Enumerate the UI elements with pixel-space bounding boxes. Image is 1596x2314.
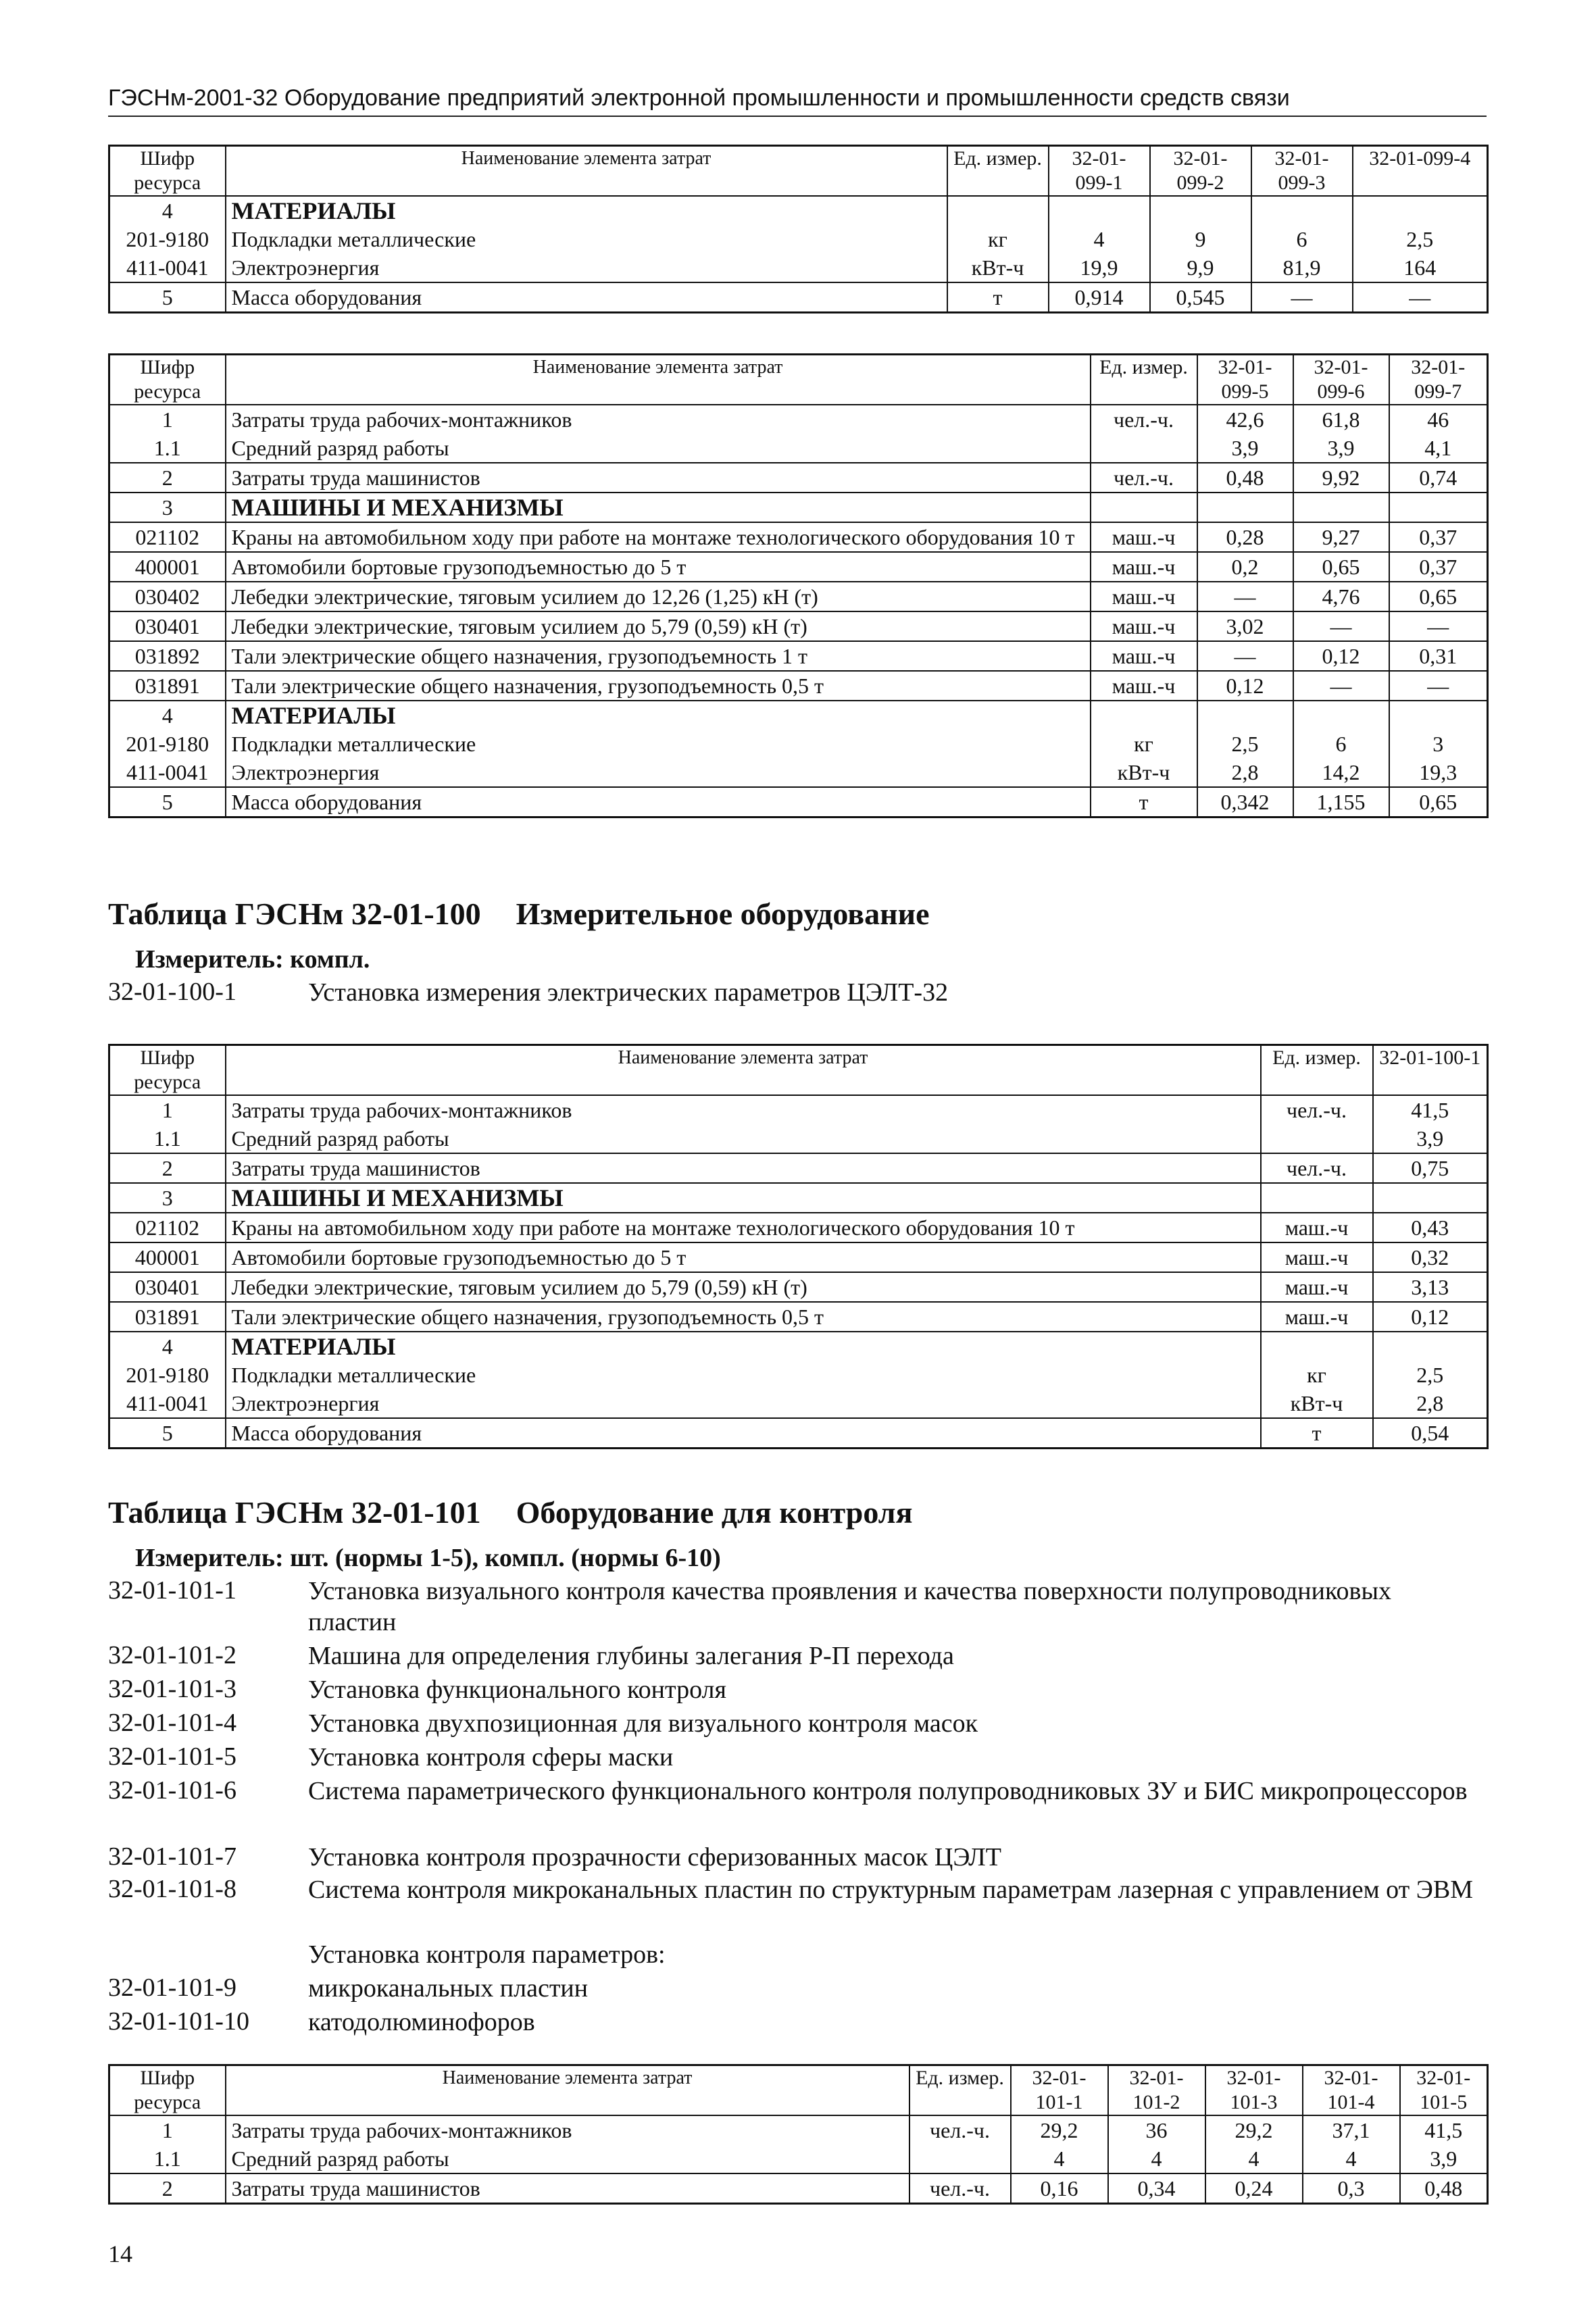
- norm-value: 42,6: [1197, 405, 1293, 434]
- resource-code: 1: [109, 405, 226, 434]
- header-norm-column: 32-01-101-1: [1011, 2065, 1108, 2116]
- resource-table-099-5-7: [108, 353, 1489, 818]
- table-row: [109, 611, 1488, 641]
- norm-value: 0,65: [1389, 582, 1488, 611]
- table-row: [109, 1302, 1488, 1332]
- header-norm-column: 32-01-099-7: [1389, 355, 1488, 405]
- norm-text: катодолюминофоров: [308, 2008, 535, 2036]
- norm-value: 0,75: [1373, 1153, 1488, 1183]
- norm-value: [1373, 1183, 1488, 1213]
- table-name: Измерительное оборудование: [516, 897, 930, 931]
- table-row: [109, 405, 1488, 434]
- norm-code: 32-01-101-2: [108, 1641, 236, 1669]
- unit-of-measure: кг: [947, 225, 1049, 253]
- norm-value: [1197, 701, 1293, 730]
- unit-of-measure: [1261, 1183, 1373, 1213]
- norm-text: Система контроля микроканальных пластин по структурным параметрам лазерная с управлением от ЭВМ: [308, 1876, 1474, 1904]
- cost-element-name: Затраты труда рабочих-монтажников: [226, 1095, 1261, 1124]
- table-row: [109, 1389, 1488, 1418]
- norm-code: 32-01-100-1: [108, 978, 236, 1006]
- norm-value: —: [1353, 282, 1488, 313]
- resource-code: 5: [109, 1418, 226, 1449]
- header-name: Наименование элемента затрат: [226, 1045, 1261, 1096]
- resource-table-101-1-5: [108, 2064, 1489, 2205]
- table-row: [109, 1095, 1488, 1124]
- table-title-32-01-101: [108, 1494, 912, 1530]
- norm-value: 2,8: [1197, 758, 1293, 787]
- norm-value: 37,1: [1303, 2115, 1400, 2144]
- norm-value: 4: [1108, 2144, 1205, 2173]
- norm-value: 0,74: [1389, 463, 1488, 493]
- table-row: [109, 2144, 1488, 2173]
- table-number: Таблица ГЭСНм 32-01-100: [108, 897, 481, 931]
- cost-element-name: Электроэнергия: [226, 253, 947, 282]
- norm-text: Установка функционального контроля: [308, 1676, 727, 1704]
- norm-value: 19,3: [1389, 758, 1488, 787]
- norm-value: [1049, 196, 1150, 225]
- resource-code: 5: [109, 787, 226, 818]
- norm-text: Машина для определения глубины залегания Р-П перехода: [308, 1642, 954, 1670]
- norm-code: 32-01-101-8: [108, 1875, 236, 1903]
- norm-value: 4: [1205, 2144, 1303, 2173]
- norm-value: 9: [1150, 225, 1251, 253]
- norm-value: 0,32: [1373, 1242, 1488, 1272]
- header-norm-column: 32-01-100-1: [1373, 1045, 1488, 1096]
- resource-code: 1.1: [109, 1124, 226, 1153]
- norm-code: 32-01-101-10: [108, 2007, 249, 2036]
- header-norm-column: 32-01-101-2: [1108, 2065, 1205, 2116]
- cost-element-name: Масса оборудования: [226, 787, 1091, 818]
- header-unit: Ед. измер.: [1261, 1045, 1373, 1096]
- resource-code: 030401: [109, 1272, 226, 1302]
- norm-value: 0,37: [1389, 522, 1488, 552]
- unit-of-measure: маш.-ч: [1091, 522, 1197, 552]
- norm-value: 3: [1389, 730, 1488, 758]
- cost-element-name: Средний разряд работы: [226, 2144, 909, 2173]
- norm-value: [1373, 1332, 1488, 1361]
- norm-value: 0,342: [1197, 787, 1293, 818]
- cost-element-name: Средний разряд работы: [226, 1124, 1261, 1153]
- norm-value: 3,9: [1400, 2144, 1488, 2173]
- unit-of-measure: маш.-ч: [1091, 641, 1197, 671]
- unit-of-measure: маш.-ч: [1261, 1302, 1373, 1332]
- unit-of-measure: маш.-ч: [1091, 582, 1197, 611]
- norm-value: 3,9: [1293, 434, 1389, 463]
- norm-value: 2,5: [1197, 730, 1293, 758]
- norm-value: —: [1197, 582, 1293, 611]
- norm-value: 6: [1251, 225, 1353, 253]
- norm-text: Установка контроля прозрачности сферизованных масок ЦЭЛТ: [308, 1843, 1001, 1871]
- unit-of-measure: чел.-ч.: [909, 2173, 1011, 2204]
- unit-of-measure: т: [1091, 787, 1197, 818]
- resource-code: 031892: [109, 641, 226, 671]
- header-norm-column: 32-01-099-5: [1197, 355, 1293, 405]
- norm-value: 46: [1389, 405, 1488, 434]
- table-row: [109, 463, 1488, 493]
- cost-element-name: МАШИНЫ И МЕХАНИЗМЫ: [226, 1183, 1261, 1213]
- resource-code: 2: [109, 463, 226, 493]
- norm-value: 4: [1303, 2144, 1400, 2173]
- resource-code: 1: [109, 1095, 226, 1124]
- unit-of-measure: т: [1261, 1418, 1373, 1449]
- norm-value: 2,5: [1353, 225, 1488, 253]
- resource-code: 201-9180: [109, 730, 226, 758]
- table-title-32-01-100: [108, 896, 930, 932]
- unit-of-measure: маш.-ч: [1261, 1272, 1373, 1302]
- norm-value: 0,28: [1197, 522, 1293, 552]
- table-row: [109, 282, 1488, 313]
- unit-of-measure: маш.-ч: [1261, 1213, 1373, 1242]
- resource-code: 411-0041: [109, 253, 226, 282]
- table-row: [109, 1213, 1488, 1242]
- header-code: Шифр ресурса: [109, 146, 226, 197]
- resource-code: 3: [109, 493, 226, 522]
- table-header-row: [109, 2065, 1488, 2116]
- cost-element-name: Тали электрические общего назначения, грузоподъемность 1 т: [226, 641, 1091, 671]
- norm-value: 9,27: [1293, 522, 1389, 552]
- resource-code: 4: [109, 701, 226, 730]
- resource-code: 400001: [109, 552, 226, 582]
- table-row: [109, 1153, 1488, 1183]
- resource-code: 1.1: [109, 434, 226, 463]
- norm-value: 0,3: [1303, 2173, 1400, 2204]
- table-row: [109, 2115, 1488, 2144]
- header-name: Наименование элемента затрат: [226, 146, 947, 197]
- cost-element-name: Затраты труда рабочих-монтажников: [226, 2115, 909, 2144]
- section-row: [109, 1332, 1488, 1361]
- norm-code: 32-01-101-5: [108, 1742, 236, 1771]
- header-code: Шифр ресурса: [109, 1045, 226, 1096]
- norm-value: 0,65: [1389, 787, 1488, 818]
- norm-value: 0,37: [1389, 552, 1488, 582]
- norm-value: —: [1389, 611, 1488, 641]
- norm-value: 0,16: [1011, 2173, 1108, 2204]
- cost-element-name: Затраты труда рабочих-монтажников: [226, 405, 1091, 434]
- section-row: [109, 196, 1488, 225]
- table-row: [109, 552, 1488, 582]
- section-row: [109, 493, 1488, 522]
- section-row: [109, 701, 1488, 730]
- table-number: Таблица ГЭСНм 32-01-101: [108, 1495, 481, 1530]
- norm-value: 2,8: [1373, 1389, 1488, 1418]
- header-code: Шифр ресурса: [109, 2065, 226, 2116]
- table-row: [109, 253, 1488, 282]
- table-row: [109, 671, 1488, 701]
- header-norm-column: 32-01-099-3: [1251, 146, 1353, 197]
- norm-value: [1293, 701, 1389, 730]
- resource-code: 201-9180: [109, 225, 226, 253]
- table-row: [109, 1272, 1488, 1302]
- table-row: [109, 225, 1488, 253]
- resource-code: 400001: [109, 1242, 226, 1272]
- header-norm-column: 32-01-099-1: [1049, 146, 1150, 197]
- norm-code: 32-01-101-1: [108, 1576, 236, 1605]
- cost-element-name: МАШИНЫ И МЕХАНИЗМЫ: [226, 493, 1091, 522]
- table-row: [109, 434, 1488, 463]
- unit-of-measure: [1091, 434, 1197, 463]
- cost-element-name: Затраты труда машинистов: [226, 2173, 909, 2204]
- cost-element-name: МАТЕРИАЛЫ: [226, 196, 947, 225]
- unit-of-measure: чел.-ч.: [1091, 405, 1197, 434]
- cost-element-name: Подкладки металлические: [226, 1361, 1261, 1389]
- cost-element-name: Автомобили бортовые грузоподъемностью до 5 т: [226, 1242, 1261, 1272]
- cost-element-name: Масса оборудования: [226, 1418, 1261, 1449]
- resource-code: 3: [109, 1183, 226, 1213]
- cost-element-name: Краны на автомобильном ходу при работе на монтаже технологического оборудования 10 т: [226, 1213, 1261, 1242]
- resource-code: 030401: [109, 611, 226, 641]
- header-norm-column: 32-01-101-3: [1205, 2065, 1303, 2116]
- resource-code: 4: [109, 1332, 226, 1361]
- table-row: [109, 641, 1488, 671]
- section-row: [109, 1183, 1488, 1213]
- cost-element-name: Электроэнергия: [226, 1389, 1261, 1418]
- header-unit: Ед. измер.: [909, 2065, 1011, 2116]
- norm-value: 0,54: [1373, 1418, 1488, 1449]
- header-code: Шифр ресурса: [109, 355, 226, 405]
- unit-of-measure: кг: [1261, 1361, 1373, 1389]
- norm-value: 2,5: [1373, 1361, 1488, 1389]
- norm-code: 32-01-101-9: [108, 1973, 236, 2002]
- unit-of-measure: кВт-ч: [1261, 1389, 1373, 1418]
- norm-value: 0,545: [1150, 282, 1251, 313]
- cost-element-name: Затраты труда машинистов: [226, 463, 1091, 493]
- norm-value: 4,76: [1293, 582, 1389, 611]
- table-name: Оборудование для контроля: [516, 1495, 913, 1530]
- norm-value: 3,9: [1197, 434, 1293, 463]
- norm-text: Система параметрического функционального контроля полупроводниковых ЗУ и БИС микропроцессоров: [308, 1777, 1468, 1805]
- table-row: [109, 2173, 1488, 2204]
- cost-element-name: Автомобили бортовые грузоподъемностью до 5 т: [226, 552, 1091, 582]
- norm-value: 3,13: [1373, 1272, 1488, 1302]
- norm-value: [1389, 493, 1488, 522]
- norm-value: 9,9: [1150, 253, 1251, 282]
- norm-value: 41,5: [1400, 2115, 1488, 2144]
- norm-value: [1197, 493, 1293, 522]
- header-norm-column: 32-01-099-4: [1353, 146, 1488, 197]
- cost-element-name: Затраты труда машинистов: [226, 1153, 1261, 1183]
- norm-value: 3,9: [1373, 1124, 1488, 1153]
- norm-text: Установка контроля сферы маски: [308, 1743, 674, 1771]
- cost-element-name: Краны на автомобильном ходу при работе на монтаже технологического оборудования 10 т: [226, 522, 1091, 552]
- table-header-row: [109, 355, 1488, 405]
- header-name: Наименование элемента затрат: [226, 355, 1091, 405]
- unit-of-measure: чел.-ч.: [909, 2115, 1011, 2144]
- table-row: [109, 1418, 1488, 1449]
- norm-value: [1389, 701, 1488, 730]
- table-row: [109, 1124, 1488, 1153]
- table-row: [109, 758, 1488, 787]
- resource-table-099-1-4: [108, 145, 1489, 313]
- norm-value: 29,2: [1011, 2115, 1108, 2144]
- resource-code: 411-0041: [109, 758, 226, 787]
- norm-value: —: [1251, 282, 1353, 313]
- resource-code: 2: [109, 2173, 226, 2204]
- header-norm-column: 32-01-101-4: [1303, 2065, 1400, 2116]
- norm-value: [1353, 196, 1488, 225]
- unit-of-measure: маш.-ч: [1091, 611, 1197, 641]
- norm-value: —: [1389, 671, 1488, 701]
- norm-value: [1150, 196, 1251, 225]
- resource-code: 5: [109, 282, 226, 313]
- resource-code: 411-0041: [109, 1389, 226, 1418]
- unit-of-measure: маш.-ч: [1261, 1242, 1373, 1272]
- cost-element-name: Лебедки электрические, тяговым усилием до 5,79 (0,59) кН (т): [226, 1272, 1261, 1302]
- norm-value: 0,12: [1197, 671, 1293, 701]
- cost-element-name: Электроэнергия: [226, 758, 1091, 787]
- unit-of-measure: чел.-ч.: [1091, 463, 1197, 493]
- unit-of-measure: [1091, 493, 1197, 522]
- cost-element-name: МАТЕРИАЛЫ: [226, 701, 1091, 730]
- norm-value: 9,92: [1293, 463, 1389, 493]
- norm-code: 32-01-101-6: [108, 1776, 236, 1805]
- norm-code: 32-01-101-3: [108, 1675, 236, 1703]
- resource-code: 021102: [109, 522, 226, 552]
- meter-line: Измеритель: шт. (нормы 1-5), компл. (нормы 6-10): [135, 1544, 721, 1572]
- unit-of-measure: маш.-ч: [1091, 671, 1197, 701]
- norm-value: 0,34: [1108, 2173, 1205, 2204]
- header-norm-column: 32-01-099-6: [1293, 355, 1389, 405]
- norm-text: Установка двухпозиционная для визуального контроля масок: [308, 1709, 978, 1738]
- resource-code: 1: [109, 2115, 226, 2144]
- unit-of-measure: [1261, 1332, 1373, 1361]
- cost-element-name: Лебедки электрические, тяговым усилием до 5,79 (0,59) кН (т): [226, 611, 1091, 641]
- resource-code: 031891: [109, 671, 226, 701]
- page-number: 14: [108, 2240, 132, 2267]
- header-unit: Ед. измер.: [1091, 355, 1197, 405]
- norm-value: 0,65: [1293, 552, 1389, 582]
- cost-element-name: МАТЕРИАЛЫ: [226, 1332, 1261, 1361]
- norm-value: 0,31: [1389, 641, 1488, 671]
- table-row: [109, 1361, 1488, 1389]
- cost-element-name: Лебедки электрические, тяговым усилием до 12,26 (1,25) кН (т): [226, 582, 1091, 611]
- norm-value: 29,2: [1205, 2115, 1303, 2144]
- unit-of-measure: чел.-ч.: [1261, 1095, 1373, 1124]
- resource-table-100-1: [108, 1044, 1489, 1449]
- norm-code: 32-01-101-4: [108, 1709, 236, 1737]
- unit-of-measure: кг: [1091, 730, 1197, 758]
- unit-of-measure: [1091, 701, 1197, 730]
- meter-line: Измеритель: компл.: [135, 945, 370, 974]
- norm-value: 0,43: [1373, 1213, 1488, 1242]
- resource-code: 2: [109, 1153, 226, 1183]
- unit-of-measure: чел.-ч.: [1261, 1153, 1373, 1183]
- resource-code: 1.1: [109, 2144, 226, 2173]
- norm-value: 0,24: [1205, 2173, 1303, 2204]
- norm-text: микроканальных пластин: [308, 1974, 589, 2003]
- norm-text: Установка контроля параметров:: [308, 1940, 666, 1969]
- unit-of-measure: [1261, 1124, 1373, 1153]
- unit-of-measure: [947, 196, 1049, 225]
- header-norm-column: 32-01-101-5: [1400, 2065, 1488, 2116]
- cost-element-name: Тали электрические общего назначения, грузоподъемность 0,5 т: [226, 671, 1091, 701]
- norm-value: 4: [1049, 225, 1150, 253]
- table-row: [109, 730, 1488, 758]
- resource-code: 201-9180: [109, 1361, 226, 1389]
- cost-element-name: Средний разряд работы: [226, 434, 1091, 463]
- norm-value: 4: [1011, 2144, 1108, 2173]
- norm-value: 0,2: [1197, 552, 1293, 582]
- unit-of-measure: т: [947, 282, 1049, 313]
- norm-value: 0,12: [1293, 641, 1389, 671]
- norm-text: Установка визуального контроля качества проявления и качества поверхности полупроводниковых пластин: [308, 1577, 1391, 1636]
- resource-code: 030402: [109, 582, 226, 611]
- norm-value: 0,914: [1049, 282, 1150, 313]
- cost-element-name: Подкладки металлические: [226, 730, 1091, 758]
- cost-element-name: Тали электрические общего назначения, грузоподъемность 0,5 т: [226, 1302, 1261, 1332]
- norm-text: Установка измерения электрических параметров ЦЭЛТ-32: [308, 978, 949, 1007]
- norm-value: 3,02: [1197, 611, 1293, 641]
- norm-value: 36: [1108, 2115, 1205, 2144]
- header-unit: Ед. измер.: [947, 146, 1049, 197]
- unit-of-measure: кВт-ч: [1091, 758, 1197, 787]
- unit-of-measure: кВт-ч: [947, 253, 1049, 282]
- table-row: [109, 522, 1488, 552]
- norm-value: [1251, 196, 1353, 225]
- norm-value: —: [1293, 611, 1389, 641]
- norm-value: 61,8: [1293, 405, 1389, 434]
- resource-code: 021102: [109, 1213, 226, 1242]
- table-header-row: [109, 146, 1488, 197]
- norm-value: 81,9: [1251, 253, 1353, 282]
- running-header: ГЭСНм-2001-32 Оборудование предприятий электронной промышленности и промышленности средств связи: [108, 85, 1487, 117]
- unit-of-measure: маш.-ч: [1091, 552, 1197, 582]
- norm-value: 41,5: [1373, 1095, 1488, 1124]
- norm-value: 0,12: [1373, 1302, 1488, 1332]
- norm-value: 4,1: [1389, 434, 1488, 463]
- norm-value: 164: [1353, 253, 1488, 282]
- header-name: Наименование элемента затрат: [226, 2065, 909, 2116]
- norm-value: 0,48: [1400, 2173, 1488, 2204]
- resource-code: 4: [109, 196, 226, 225]
- norm-value: —: [1293, 671, 1389, 701]
- norm-value: 19,9: [1049, 253, 1150, 282]
- norm-value: 6: [1293, 730, 1389, 758]
- cost-element-name: Подкладки металлические: [226, 225, 947, 253]
- table-row: [109, 1242, 1488, 1272]
- unit-of-measure: [909, 2144, 1011, 2173]
- table-header-row: [109, 1045, 1488, 1096]
- table-row: [109, 582, 1488, 611]
- norm-code: 32-01-101-7: [108, 1842, 236, 1871]
- header-norm-column: 32-01-099-2: [1150, 146, 1251, 197]
- cost-element-name: Масса оборудования: [226, 282, 947, 313]
- norm-value: 0,48: [1197, 463, 1293, 493]
- norm-value: 1,155: [1293, 787, 1389, 818]
- norm-value: 14,2: [1293, 758, 1389, 787]
- norm-value: [1293, 493, 1389, 522]
- table-row: [109, 787, 1488, 818]
- resource-code: 031891: [109, 1302, 226, 1332]
- norm-value: —: [1197, 641, 1293, 671]
